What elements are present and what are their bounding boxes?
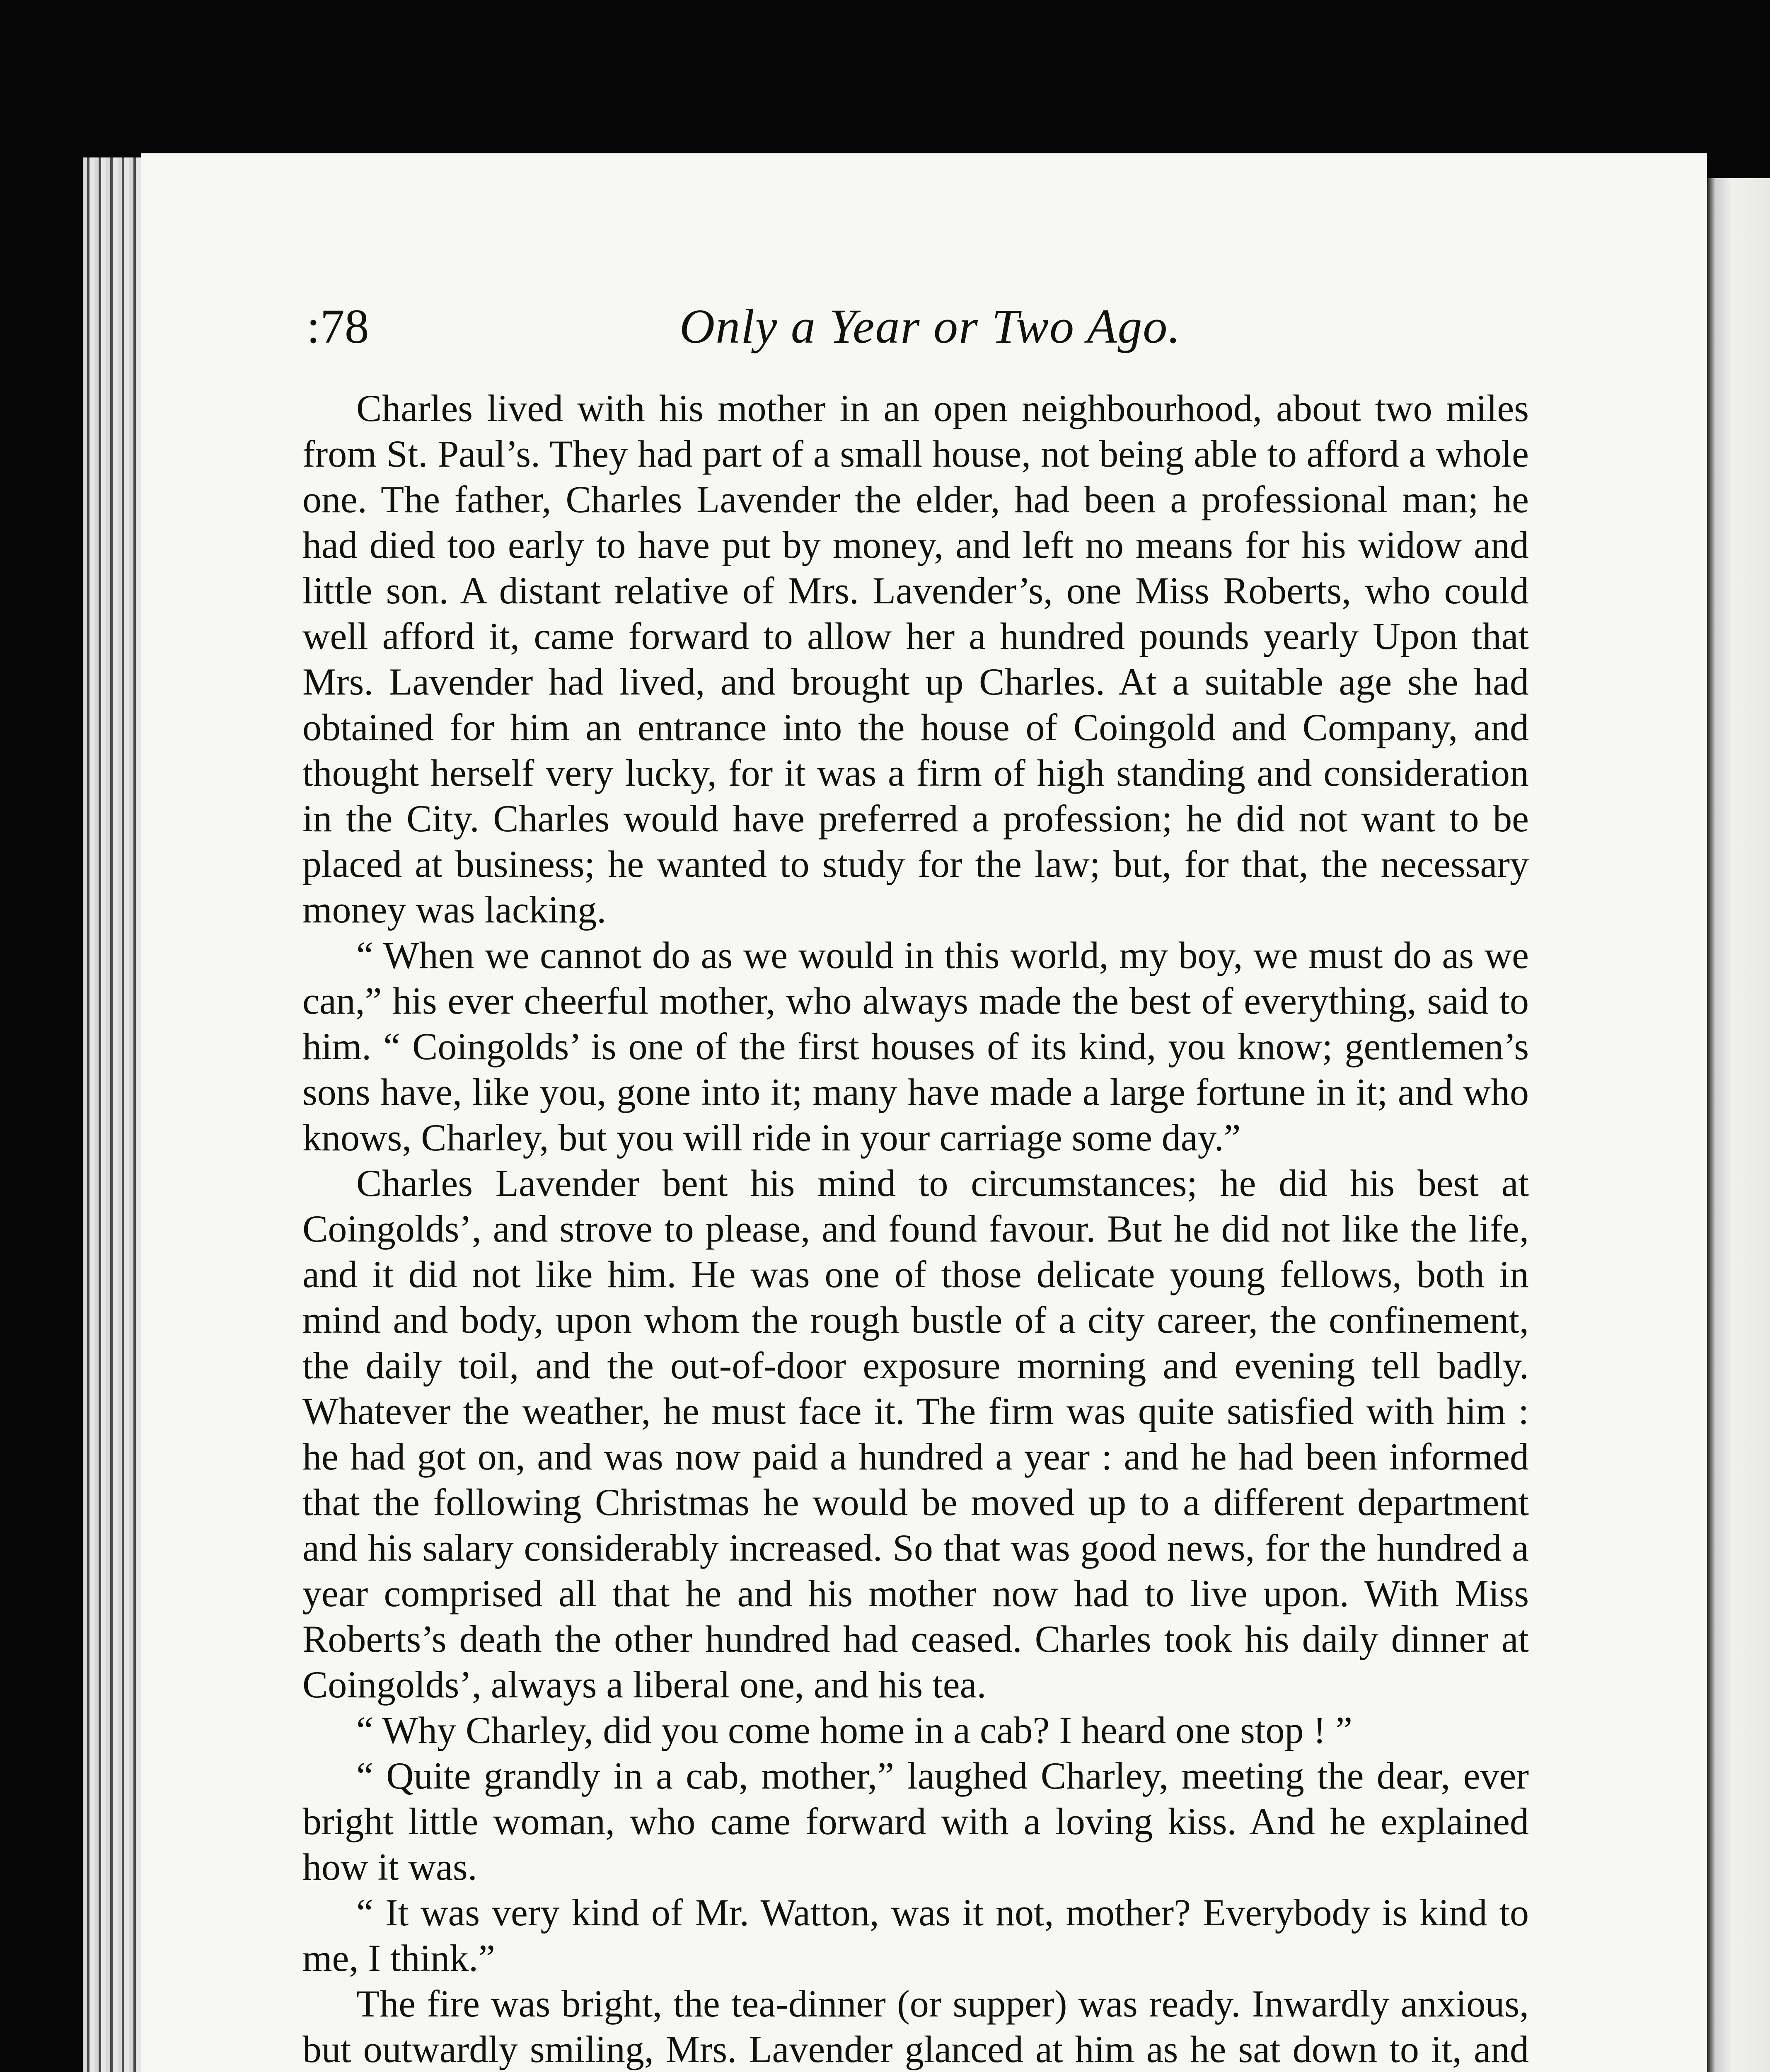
body-text — [302, 385, 1529, 2072]
page-number: :78 — [307, 299, 369, 353]
paragraph: “ It was very kind of Mr. Watton, was it not, mother? Everybody is kind to me, I think.” — [302, 1891, 1529, 1979]
page-header — [307, 282, 1550, 365]
facing-page-edge — [1707, 178, 1770, 2072]
paragraph: “ Quite grandly in a cab, mother,” laughed Charley, meeting the dear, ever bright little woman, who came forward with a loving kiss. And he explained how it was. — [302, 1755, 1529, 1888]
paragraph: Charles lived with his mother in an open neighbourhood, about two miles from St. Paul’s. They had part of a small house, not being able to afford a whole one. The father, Charles Lavender the elder, had been a professional man; he had died too early to have put by money, and left no means for his widow and little son. A distant relative of Mrs. Lavender’s, one Miss Roberts, who could well afford it, came forward to allow her a hundred pounds yearly Upon that Mrs. Lavender had lived, and brought up Charles. At a suitable age she had obtained for him an entrance into the house of Coingold and Company, and thought herself very lucky, for it was a firm of high standing and consideration in the City. Charles would have preferred a profession; he did not want to be placed at business; he wanted to study for the law; but, for that, the necessary money was lacking. — [302, 387, 1529, 931]
paragraph: Charles Lavender bent his mind to circumstances; he did his best at Coingolds’, and strove to please, and found favour. But he did not like the life, and it did not like him. He was one of those delicate young fellows, both in mind and body, upon whom the rough bustle of a city career, the confinement, the daily toil, and the out-of-door exposure morning and evening tell badly. Whatever the weather, he must face it. The firm was quite satisfied with him : he had got on, and was now paid a hundred a year : and he had been informed that the following Christmas he would be moved up to a different department and his salary considerably increased. So that was good news, for the hundred a year comprised all that he and his mother now had to live upon. With Miss Roberts’s death the other hundred had ceased. Charles took his daily dinner at Coingolds’, always a liberal one, and his tea. — [302, 1162, 1529, 1706]
book-gutter-edge — [83, 157, 149, 2072]
running-title: Only a Year or Two Ago. — [679, 299, 1181, 353]
paragraph: “ Why Charley, did you come home in a cab? I heard one stop ! ” — [356, 1709, 1352, 1751]
paragraph: “ When we cannot do as we would in this world, my boy, we must do as we can,” his ever cheerful mother, who always made the best of everything, said to him. “ Coingolds’ is one of the first houses of its kind, you know; gentlemen’s sons have, like you, gone into it; many have made a large fortune in it; and who knows, Charley, but you will ride in your carriage some day.” — [302, 934, 1529, 1159]
paragraph: The fire was bright, the tea-dinner (or supper) was ready. Inwardly anxious, but outwardly smiling, Mrs. Lavender glanced at him as he sat down to it, and — [302, 1982, 1529, 2070]
